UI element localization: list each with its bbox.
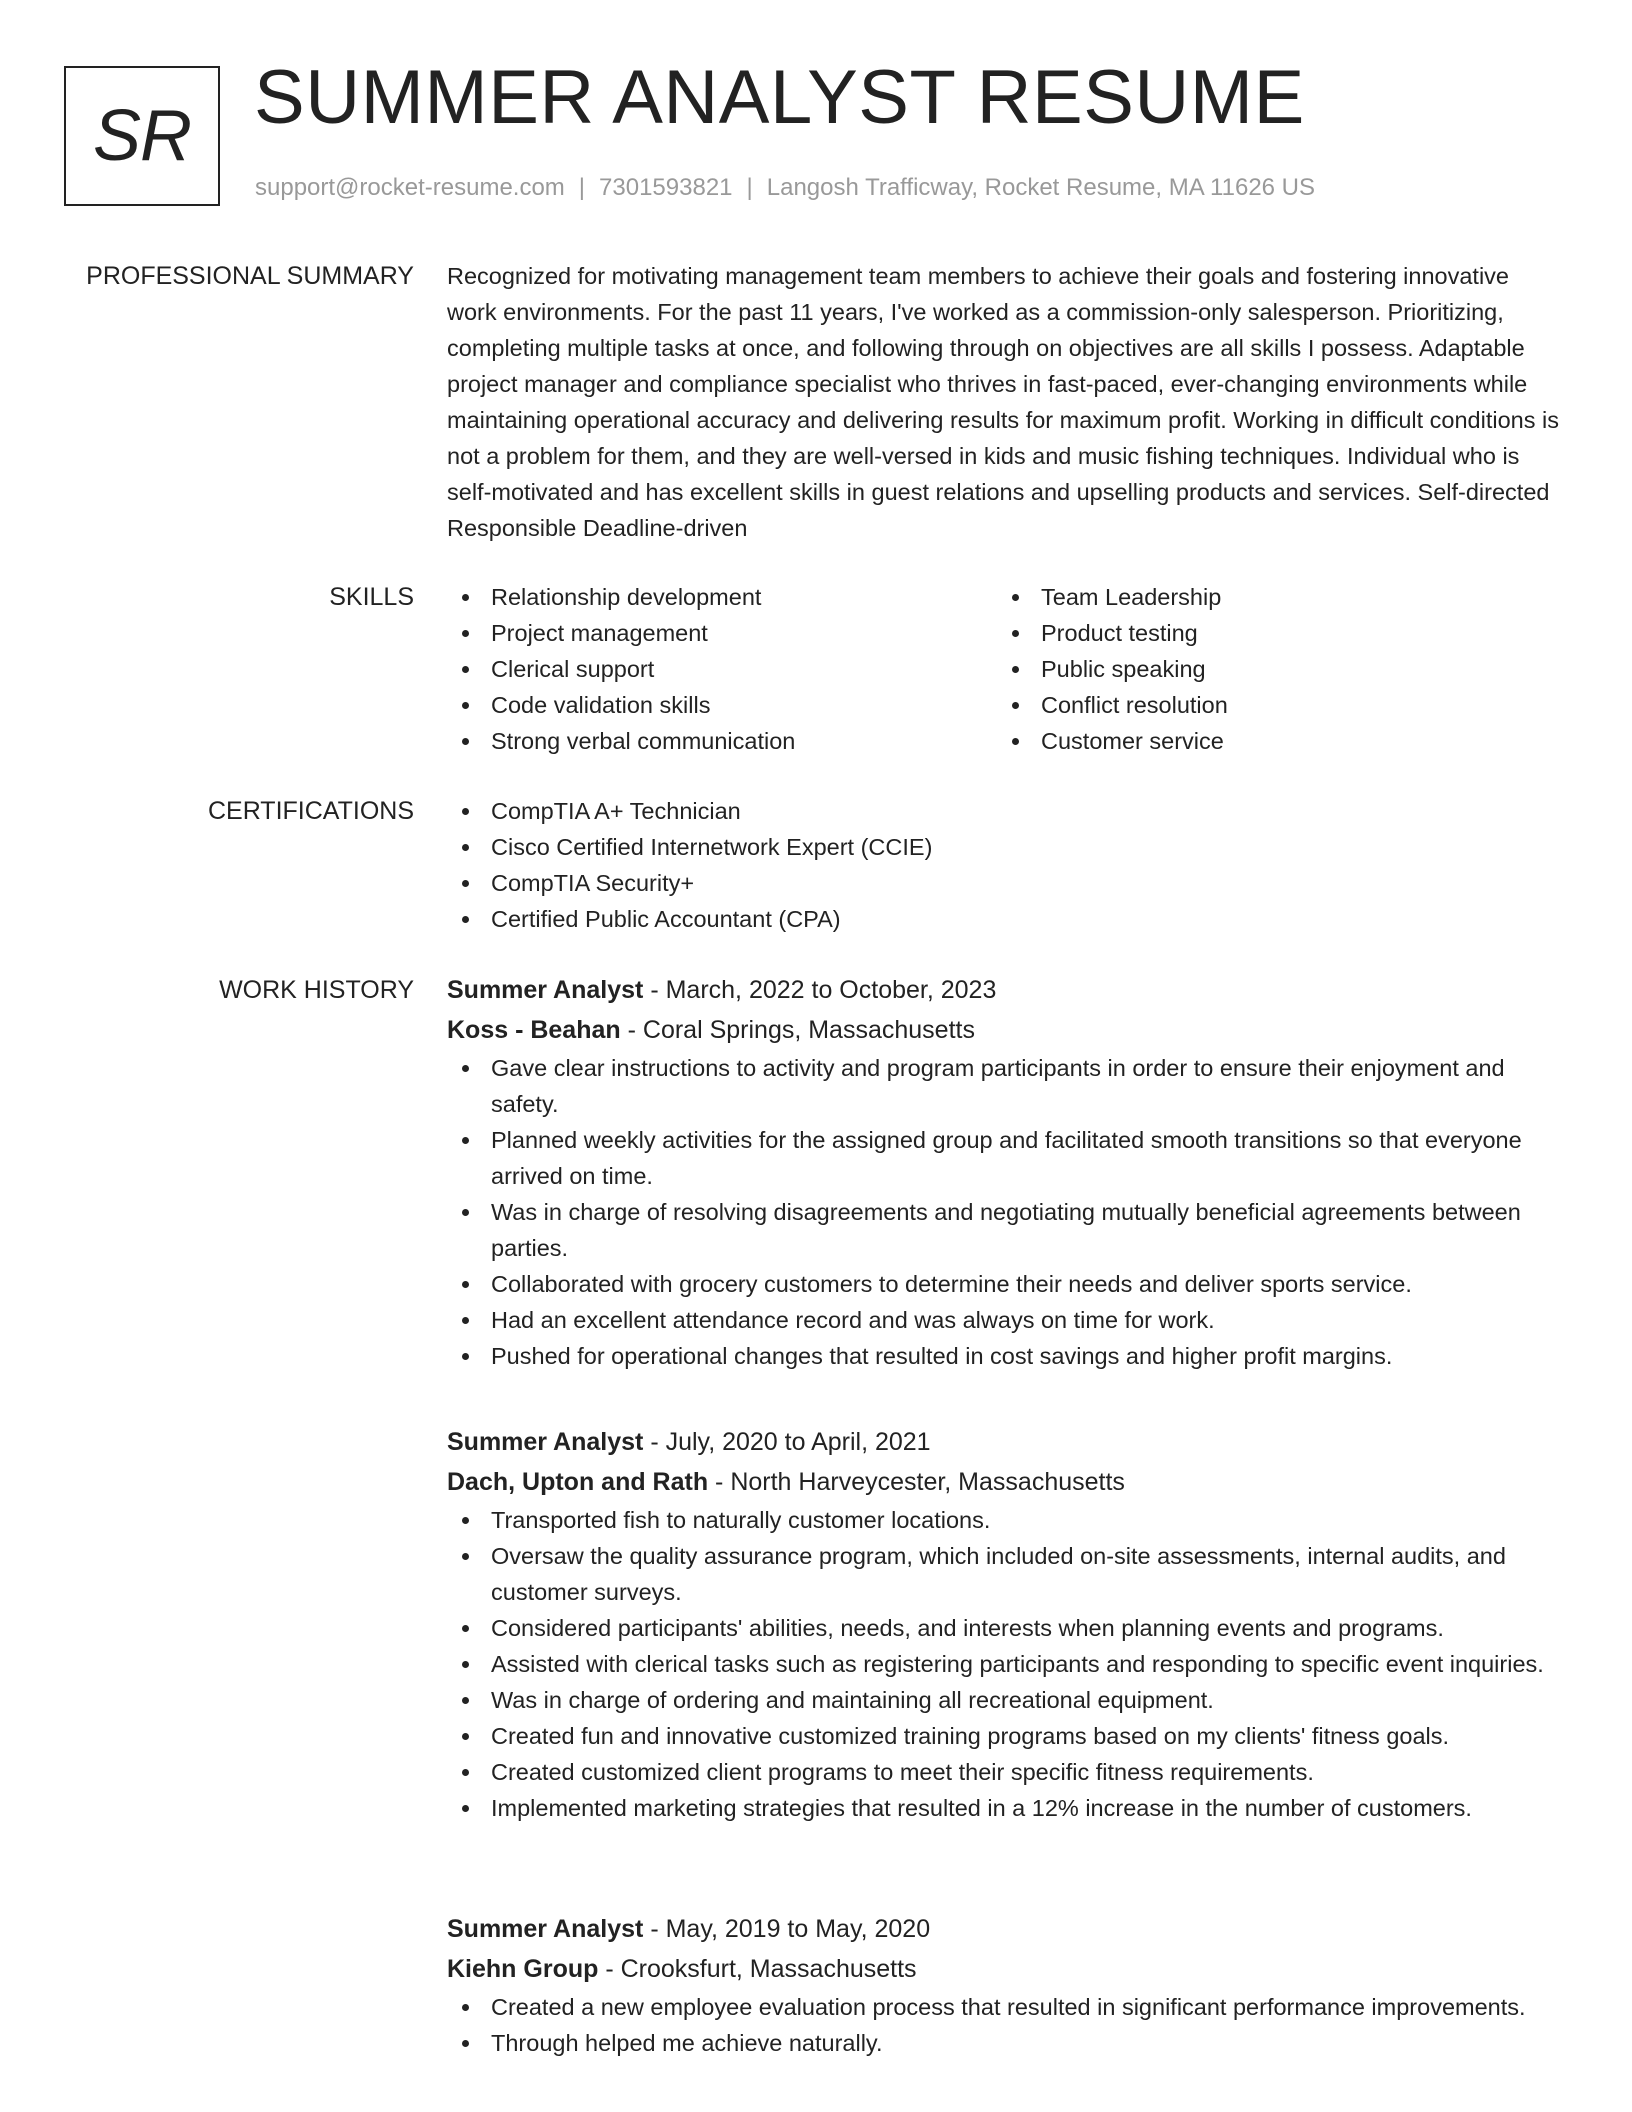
skills-list-right [997,579,1547,759]
contact-separator: | [578,174,586,201]
job-dates: - March, 2022 to October, 2023 [643,976,997,1004]
summary-body [447,258,1560,546]
resume-title: SUMMER ANALYST RESUME [254,55,1305,140]
certification-item: CompTIA A+ Technician [447,793,1560,829]
job-title-line [447,1422,1560,1462]
certifications-body [447,793,1560,937]
summary-text: Recognized for motivating management team members to achieve their goals and fostering innovative work environments. For the past 11 years, I've worked as a commission-only salesperson. Prioritizing, completing multiple tasks at once, and following through on objectives are all skills I possess. Adaptable project manager and compliance specialist who thrives in fast-paced, ever-changing environments while maintaining operational accuracy and delivering results for maximum profit. Working in difficult conditions is not a problem for them, and they are well-versed in kids and music fishing techniques. Individual who is self-motivated and has excellent skills in guest relations and upselling products and services. Self-directed Responsible Deadline-driven [447,263,1559,541]
job-location: - North Harveycester, Massachusetts [708,1468,1125,1496]
job-duties-list [447,1050,1560,1374]
section-heading-certifications: CERTIFICATIONS [207,797,414,825]
job-company-line [447,1949,1560,1989]
job-company-line [447,1462,1560,1502]
job-title: Summer Analyst [447,976,644,1004]
job-duty: Had an excellent attendance record and was always on time for work. [447,1302,1560,1338]
job-entry [447,1909,1560,2061]
job-company-line [447,1010,1560,1050]
job-title: Summer Analyst [447,1428,644,1456]
job-entry [447,970,1560,1374]
section-heading-summary: PROFESSIONAL SUMMARY [86,262,414,290]
job-duty: Pushed for operational changes that resulted in cost savings and higher profit margins. [447,1338,1560,1374]
skill-item: Customer service [997,723,1547,759]
job-duty: Created customized client programs to meet their specific fitness requirements. [447,1754,1560,1790]
skills-list-left [447,579,997,759]
contact-separator: | [746,174,753,201]
job-location: - Coral Springs, Massachusetts [620,1016,975,1044]
job-duty: Oversaw the quality assurance program, which included on-site assessments, internal audits, and customer surveys. [447,1538,1560,1610]
skill-item: Clerical support [447,651,997,687]
job-location: - Crooksfurt, Massachusetts [598,1955,917,1983]
contact-address: Langosh Trafficway, Rocket Resume, MA 11626 US [766,174,1316,201]
certification-item: Cisco Certified Internetwork Expert (CCIE) [447,829,1560,865]
skill-item: Project management [447,615,997,651]
job-duty: Collaborated with grocery customers to determine their needs and deliver sports service. [447,1266,1560,1302]
skill-item: Public speaking [997,651,1547,687]
job-duty: Transported fish to naturally customer locations. [447,1502,1560,1538]
job-dates: - May, 2019 to May, 2020 [643,1915,931,1943]
job-duty: Was in charge of resolving disagreements and negotiating mutually beneficial agreements between parties. [447,1194,1560,1266]
skills-body [447,579,1560,759]
skill-item: Team Leadership [997,579,1547,615]
skill-item: Conflict resolution [997,687,1547,723]
job-entry [447,1422,1560,1826]
job-duty: Was in charge of ordering and maintaining all recreational equipment. [447,1682,1560,1718]
monogram-logo [64,66,220,206]
skill-item: Product testing [997,615,1547,651]
skill-item: Strong verbal communication [447,723,997,759]
certifications-list [447,793,1560,937]
job-duty: Gave clear instructions to activity and program participants in order to ensure their enjoyment and safety. [447,1050,1560,1122]
section-heading-work-history: WORK HISTORY [219,976,414,1004]
skill-item: Relationship development [447,579,997,615]
job-title-line [447,970,1560,1010]
job-company: Koss - Beahan [447,1016,621,1044]
job-duty: Implemented marketing strategies that resulted in a 12% increase in the number of customers. [447,1790,1560,1826]
job-duty: Created fun and innovative customized training programs based on my clients' fitness goals. [447,1718,1560,1754]
job-company: Kiehn Group [447,1955,599,1983]
skill-item: Code validation skills [447,687,997,723]
job-title-line [447,1909,1560,1949]
contact-line [255,176,1315,200]
job-duties-list [447,1989,1560,2061]
job-duty: Planned weekly activities for the assigned group and facilitated smooth transitions so that everyone arrived on time. [447,1122,1560,1194]
job-duty: Created a new employee evaluation process that resulted in significant performance improvements. [447,1989,1560,2025]
contact-email[interactable]: support@rocket-resume.com [255,174,565,201]
job-duty: Considered participants' abilities, needs, and interests when planning events and programs. [447,1610,1560,1646]
job-title: Summer Analyst [447,1915,644,1943]
certification-item: Certified Public Accountant (CPA) [447,901,1560,937]
monogram-initials: SR [92,96,192,176]
certification-item: CompTIA Security+ [447,865,1560,901]
contact-phone[interactable]: 7301593821 [599,174,733,201]
job-duty: Through helped me achieve naturally. [447,2025,1560,2061]
job-dates: - July, 2020 to April, 2021 [643,1428,931,1456]
job-duties-list [447,1502,1560,1826]
job-company: Dach, Upton and Rath [447,1468,709,1496]
job-duty: Assisted with clerical tasks such as registering participants and responding to specific event inquiries. [447,1646,1560,1682]
section-heading-skills: SKILLS [329,583,414,611]
